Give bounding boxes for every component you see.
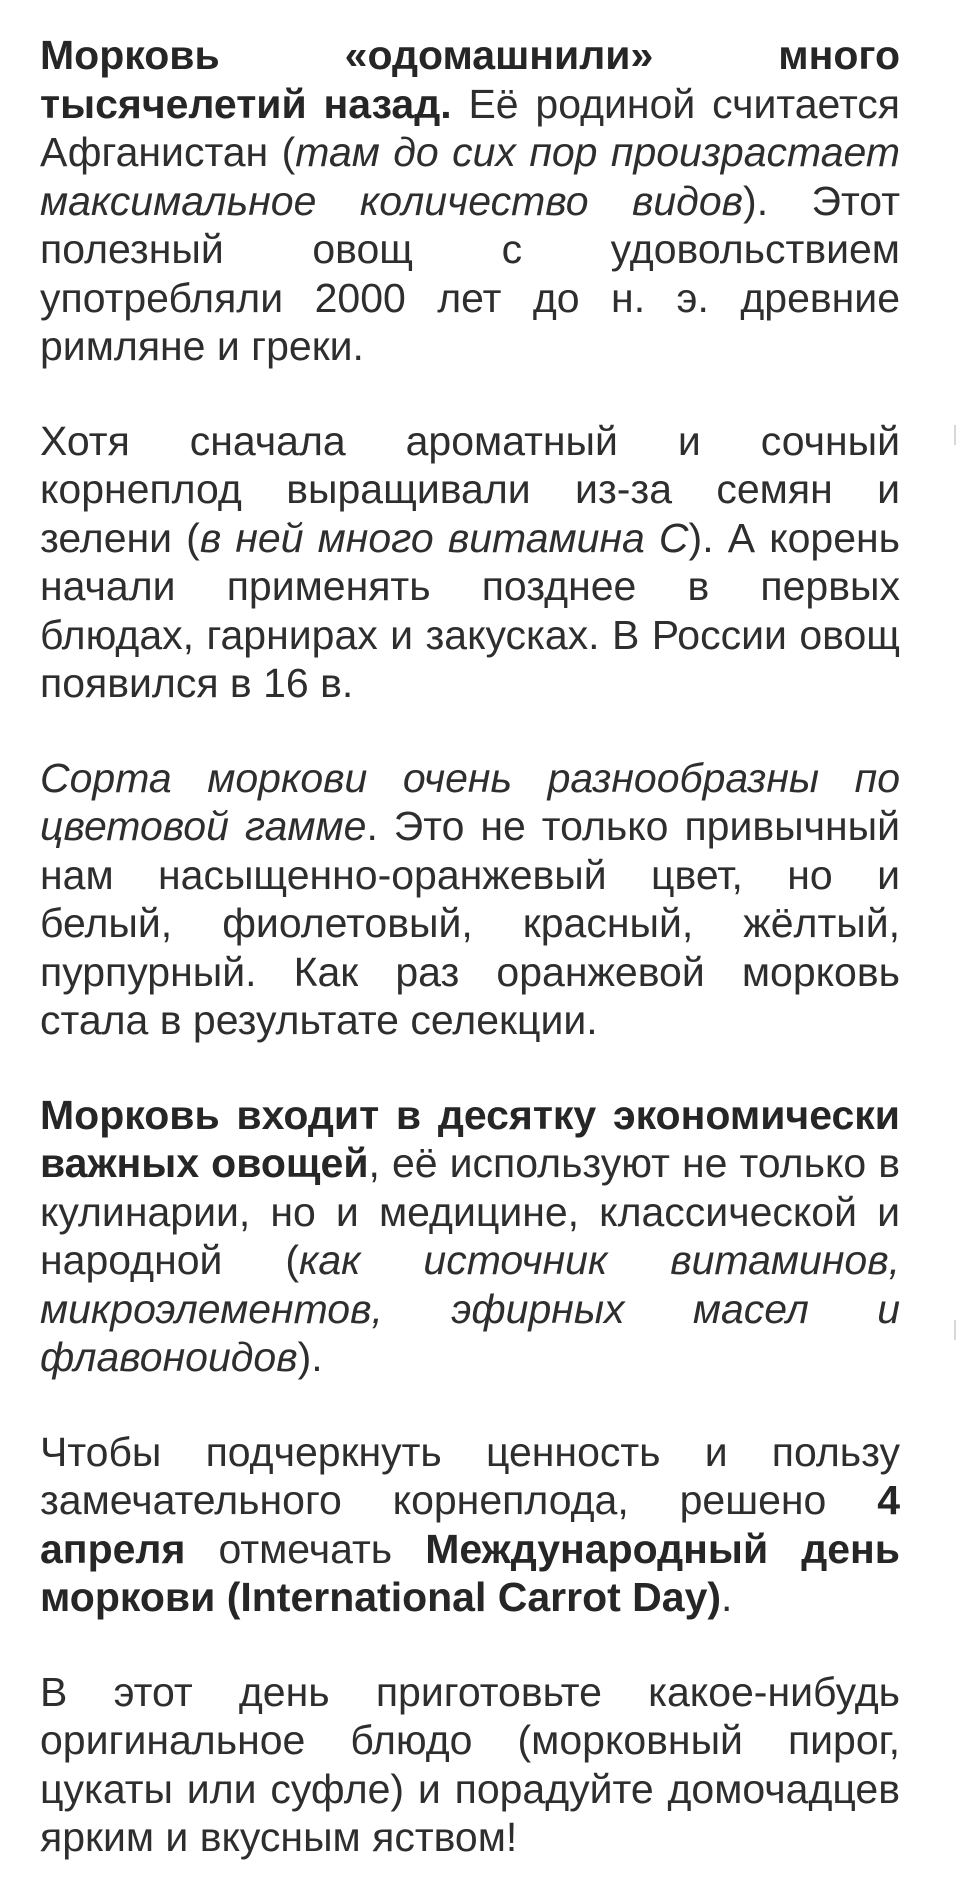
origin-lead-bold: Морковь «одомашнили» много тысячелетий назад. [40, 32, 900, 127]
importance-text: , её используют не только в кулинарии, но и медицине, классической и народной ( [40, 1140, 900, 1283]
importance-aside-italic: как источник витаминов, микроэлементов, эфирных масел и флавоноидов [40, 1237, 900, 1380]
origin-text: Её родиной считается Афганистан ( [40, 80, 900, 175]
varieties-lead-italic: Сорта моркови очень разнообразны по цветовой гамме [40, 754, 900, 849]
carrot-day-name-bold: Международный день моркови (International Carrot Day) [40, 1525, 901, 1620]
origin-text-end: ). Этот полезный овощ с удовольствием употребляли 2000 лет до н. э. древние римляне и греки. [40, 177, 900, 369]
importance-lead-bold: Морковь входит в десятку экономически важных овощей [40, 1091, 900, 1186]
paragraph-origin [40, 31, 900, 371]
paragraph-importance [40, 1091, 900, 1382]
article-body [40, 31, 900, 1862]
paragraph-carrot-day [40, 1428, 900, 1622]
carrot-day-text: Чтобы подчеркнуть ценность и пользу замечательного корнеплода, решено [40, 1428, 900, 1523]
cultivation-aside-italic: в ней много витамина С [199, 514, 689, 561]
cultivation-text-end: ). А корень начали применять позднее в первых блюдах, гарнирах и закусках. В России овощ появился в 16 в. [40, 514, 901, 706]
suggestion-text: В этот день приготовьте какое-нибудь оригинальное блюдо (морковный пирог, цукаты или суфле) и порадуйте домочадцев ярким и вкусным яством! [40, 1668, 900, 1860]
paragraph-varieties [40, 754, 900, 1045]
origin-aside-italic: там до сих пор произрастает максимальное количество видов [40, 129, 901, 224]
cultivation-text: Хотя сначала ароматный и сочный корнеплод выращивали из-за семян и зелени ( [40, 417, 900, 561]
paragraph-suggestion [40, 1668, 900, 1862]
importance-text-end: ). [297, 1334, 323, 1380]
paragraph-cultivation [40, 417, 900, 708]
carrot-day-text-mid: отмечать [185, 1525, 426, 1572]
varieties-text: . Это не только привычный нам насыщенно-оранжевый цвет, но и белый, фиолетовый, красный, жёлтый, пурпурный. Как раз оранжевой морковь стала в результате селекции. [40, 803, 900, 1043]
carrot-day-text-end: . [721, 1574, 733, 1620]
carrot-day-date-bold: 4 апреля [40, 1477, 900, 1572]
